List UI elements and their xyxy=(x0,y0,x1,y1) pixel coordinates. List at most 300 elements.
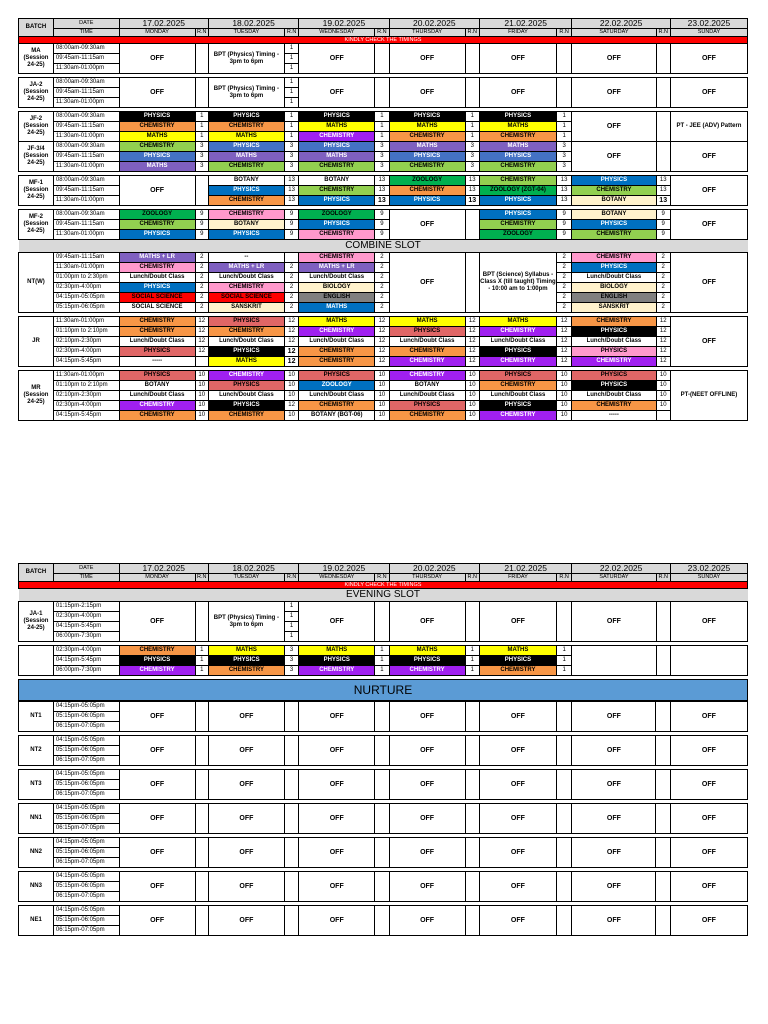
schedule-sheet-evening xyxy=(18,563,748,936)
batch-label: NN1 xyxy=(19,804,54,834)
off-cell: OFF xyxy=(299,78,375,108)
off-cell: OFF xyxy=(119,78,195,108)
off-cell: OFF xyxy=(572,112,656,142)
subject-cell: BOTANY xyxy=(389,381,465,391)
time-cell: 04:15pm-5:45pm xyxy=(53,622,119,632)
time-cell: 11:30am-01:00pm xyxy=(53,132,119,142)
subject-cell: CHEMISTRY xyxy=(389,186,465,196)
off-cell: OFF xyxy=(299,702,375,732)
room-number xyxy=(556,872,571,902)
time-cell: 05:15pm-06:05pm xyxy=(53,848,119,858)
subject-cell: PHYSICS xyxy=(299,196,375,206)
subject-cell: PHYSICS xyxy=(299,220,375,230)
room-number: 2 xyxy=(284,283,298,293)
table-row xyxy=(19,702,748,712)
room-number: 1 xyxy=(465,656,479,666)
day-cell: FRIDAY xyxy=(479,574,556,582)
batch-label: MF-1 (Session 24-25) xyxy=(19,176,54,206)
off-cell: OFF xyxy=(572,78,656,108)
room-number: 12 xyxy=(284,337,298,347)
subject-cell: CHEMISTRY xyxy=(299,186,375,196)
subject-cell: CHEMISTRY xyxy=(572,230,656,240)
room-number: 2 xyxy=(284,303,298,313)
room-number: 12 xyxy=(656,347,670,357)
room-number: 1 xyxy=(284,88,298,98)
batch-label: NT(W) xyxy=(19,253,54,313)
time-cell: 05:15pm-06:05pm xyxy=(53,712,119,722)
off-cell: OFF xyxy=(208,804,284,834)
room-number xyxy=(375,702,389,732)
room-number xyxy=(284,736,298,766)
batch-label: JF-3/4 (Session 24-25) xyxy=(19,142,54,172)
subject-cell: PHYSICS xyxy=(299,371,375,381)
room-number: 10 xyxy=(195,411,208,421)
time-cell: 04:15pm-05:05pm xyxy=(53,702,119,712)
day-cell: TUESDAY xyxy=(208,574,284,582)
time-cell: 01:10pm to 2:10pm xyxy=(53,327,119,337)
room-number: 12 xyxy=(284,317,298,327)
batch-label: NN2 xyxy=(19,838,54,868)
room-number: 3 xyxy=(465,152,479,162)
subject-cell: PHYSICS xyxy=(572,327,656,337)
subject-cell: SANSKRIT xyxy=(572,303,656,313)
subject-cell: CHEMISTRY xyxy=(479,162,556,172)
subject-cell: CHEMISTRY xyxy=(119,122,195,132)
room-number xyxy=(375,770,389,800)
table-row xyxy=(19,906,748,916)
room-number: 13 xyxy=(284,176,298,186)
room-number: 3 xyxy=(284,152,298,162)
subject-cell: MATHS xyxy=(299,317,375,327)
room-number: 1 xyxy=(465,666,479,676)
pt-cell: PT-(NEET OFFLINE) xyxy=(670,371,747,421)
batch-label: JA-1 (Session 24-25) xyxy=(19,602,54,642)
day-cell: SUNDAY xyxy=(670,574,747,582)
off-cell: OFF xyxy=(208,906,284,936)
room-number xyxy=(465,872,479,902)
subject-cell: CHEMISTRY xyxy=(299,347,375,357)
day-cell: THURSDAY xyxy=(389,29,465,37)
off-cell: OFF xyxy=(479,736,556,766)
time-cell: 11:30am-01:00pm xyxy=(53,64,119,74)
time-cell: 09:45am-11:15am xyxy=(53,88,119,98)
subject-cell: MATHS xyxy=(389,122,465,132)
room-number: 12 xyxy=(375,337,389,347)
subject-cell: PHYSICS xyxy=(389,152,465,162)
room-number: 9 xyxy=(656,220,670,230)
subject-cell: MATHS xyxy=(119,132,195,142)
off-cell: OFF xyxy=(572,838,656,868)
subject-cell: PHYSICS xyxy=(479,347,556,357)
table-row xyxy=(19,317,748,327)
subject-cell: BIOLOGY xyxy=(572,283,656,293)
subject-cell: PHYSICS xyxy=(389,327,465,337)
off-cell: OFF xyxy=(389,770,465,800)
room-number: 2 xyxy=(556,273,571,283)
room-number: 1 xyxy=(375,666,389,676)
time-cell: 09:45am-11:15am xyxy=(53,122,119,132)
room-number: 13 xyxy=(465,196,479,206)
time-cell: 06:15pm-07:05pm xyxy=(53,790,119,800)
subject-cell: Lunch/Doubt Class xyxy=(479,337,556,347)
room-number: 9 xyxy=(556,230,571,240)
off-cell: OFF xyxy=(479,770,556,800)
room-number xyxy=(375,906,389,936)
schedule-sheet-day xyxy=(18,18,748,421)
time-cell: 04:15pm-5:45pm xyxy=(53,411,119,421)
room-number: 10 xyxy=(556,381,571,391)
room-number: 3 xyxy=(465,142,479,152)
subject-cell: PHYSICS xyxy=(389,196,465,206)
room-number: 10 xyxy=(465,401,479,411)
subject-cell: MATHS xyxy=(299,122,375,132)
time-cell: 04:15pm-5:45pm xyxy=(53,357,119,367)
subject-cell: PHYSICS xyxy=(479,210,556,220)
room-number: 13 xyxy=(656,176,670,186)
batch-label: JF-2 (Session 24-25) xyxy=(19,112,54,142)
off-cell: OFF xyxy=(119,602,195,642)
subject-cell: PHYSICS xyxy=(299,656,375,666)
time-cell: 06:15pm-07:05pm xyxy=(53,824,119,834)
off-cell: OFF xyxy=(208,872,284,902)
subject-cell: MATHS xyxy=(479,122,556,132)
room-number: 10 xyxy=(375,401,389,411)
off-cell: OFF xyxy=(572,702,656,732)
room-number: 1 xyxy=(556,656,571,666)
off-cell: OFF xyxy=(670,602,747,642)
room-number: 1 xyxy=(556,112,571,122)
subject-cell: CHEMISTRY xyxy=(119,401,195,411)
off-cell: OFF xyxy=(119,44,195,74)
room-number: 2 xyxy=(656,283,670,293)
room-number: 3 xyxy=(375,142,389,152)
off-cell: OFF xyxy=(670,872,747,902)
off-cell: OFF xyxy=(389,906,465,936)
room-number: 1 xyxy=(375,122,389,132)
time-cell: 09:45am-11:15am xyxy=(53,54,119,64)
date-cell: 20.02.2025 xyxy=(389,564,479,574)
room-number: 2 xyxy=(284,293,298,303)
table-row xyxy=(19,210,748,220)
off-cell: OFF xyxy=(299,736,375,766)
table-row xyxy=(19,736,748,746)
room-number: 1 xyxy=(284,622,298,632)
time-cell: 01:00pm to 2:30pm xyxy=(53,273,119,283)
time-cell: 11:30am-01:00pm xyxy=(53,98,119,108)
off-cell: OFF xyxy=(479,906,556,936)
subject-cell: CHEMISTRY xyxy=(119,327,195,337)
room-number: 3 xyxy=(556,152,571,162)
subject-cell: CHEMISTRY xyxy=(479,220,556,230)
subject-cell: MATHS xyxy=(389,317,465,327)
date-label: DATE xyxy=(53,564,119,574)
off-cell: OFF xyxy=(389,702,465,732)
room-number: 13 xyxy=(284,196,298,206)
off-cell: OFF xyxy=(572,906,656,936)
room-number: 10 xyxy=(656,391,670,401)
off-cell: OFF xyxy=(572,770,656,800)
table-row xyxy=(19,838,748,848)
room-number: 3 xyxy=(556,162,571,172)
subject-cell: CHEMISTRY xyxy=(208,666,284,676)
subject-cell: PHYSICS xyxy=(208,186,284,196)
subject-cell: PHYSICS xyxy=(479,656,556,666)
room-number: 12 xyxy=(656,317,670,327)
subject-cell: BOTANY xyxy=(208,220,284,230)
room-number: 9 xyxy=(375,220,389,230)
day-cell: MONDAY xyxy=(119,574,195,582)
room-number: 10 xyxy=(375,381,389,391)
room-number: 2 xyxy=(375,293,389,303)
room-number: 1 xyxy=(375,646,389,656)
subject-cell: CHEMISTRY xyxy=(208,210,284,220)
off-cell: OFF xyxy=(389,44,465,74)
room-number xyxy=(465,770,479,800)
date-cell: 20.02.2025 xyxy=(389,19,479,29)
room-number xyxy=(556,770,571,800)
off-cell: OFF xyxy=(670,736,747,766)
room-number: 2 xyxy=(656,263,670,273)
room-number: 12 xyxy=(284,327,298,337)
time-cell: 06:00pm-7:30pm xyxy=(53,666,119,676)
subject-cell: PHYSICS xyxy=(208,317,284,327)
off-cell: OFF xyxy=(670,906,747,936)
subject-cell: CHEMISTRY xyxy=(119,263,195,273)
room-number: 9 xyxy=(556,210,571,220)
room-number: 1 xyxy=(284,632,298,642)
date-cell: 18.02.2025 xyxy=(208,564,298,574)
off-cell: OFF xyxy=(299,770,375,800)
subject-cell: CHEMISTRY xyxy=(208,162,284,172)
room-number: 1 xyxy=(195,646,208,656)
room-number: 12 xyxy=(195,337,208,347)
subject-cell: CHEMISTRY xyxy=(119,666,195,676)
time-cell: 09:45am-11:15am xyxy=(53,186,119,196)
subject-cell: CHEMISTRY xyxy=(208,411,284,421)
subject-cell: CHEMISTRY xyxy=(479,132,556,142)
date-cell: 22.02.2025 xyxy=(572,19,671,29)
table-row xyxy=(19,112,748,122)
time-cell: 04:15pm-5:45pm xyxy=(53,656,119,666)
room-number: 12 xyxy=(656,337,670,347)
room-number: 13 xyxy=(375,196,389,206)
batch-label: JR xyxy=(19,317,54,367)
date-cell: 19.02.2025 xyxy=(299,564,389,574)
room-number: 10 xyxy=(465,391,479,401)
batch-header: BATCH xyxy=(19,564,54,582)
room-number: 13 xyxy=(556,186,571,196)
rn-label: R.N xyxy=(465,574,479,582)
subject-cell: PHYSICS xyxy=(208,656,284,666)
room-number xyxy=(284,804,298,834)
room-number: 10 xyxy=(656,381,670,391)
off-cell: OFF xyxy=(119,838,195,868)
subject-cell: CHEMISTRY xyxy=(299,666,375,676)
subject-cell: PHYSICS xyxy=(389,401,465,411)
subject-cell: PHYSICS xyxy=(479,371,556,381)
off-cell: OFF xyxy=(479,44,556,74)
subject-cell: PHYSICS xyxy=(572,176,656,186)
off-cell: OFF xyxy=(479,78,556,108)
room-number: 2 xyxy=(195,283,208,293)
off-cell: OFF xyxy=(670,317,747,367)
time-cell: 08:00am-09:30am xyxy=(53,142,119,152)
room-number: 13 xyxy=(465,176,479,186)
time-cell: 04:15pm-05:05pm xyxy=(53,872,119,882)
time-cell: 06:15pm-07:05pm xyxy=(53,756,119,766)
off-cell: OFF xyxy=(670,142,747,172)
table-row xyxy=(19,770,748,780)
room-number: 10 xyxy=(375,371,389,381)
room-number xyxy=(195,770,208,800)
room-number: 12 xyxy=(556,357,571,367)
off-cell: OFF xyxy=(119,702,195,732)
subject-cell: PHYSICS xyxy=(479,196,556,206)
subject-cell: PHYSICS xyxy=(479,152,556,162)
day-cell: WEDNESDAY xyxy=(299,29,375,37)
room-number: 12 xyxy=(195,327,208,337)
nurture-table xyxy=(18,701,748,936)
subject-cell: Lunch/Doubt Class xyxy=(119,273,195,283)
subject-cell: SOCIAL SCIENCE xyxy=(119,303,195,313)
subject-cell: PHYSICS xyxy=(208,112,284,122)
room-number: 10 xyxy=(465,411,479,421)
room-number: 3 xyxy=(284,162,298,172)
day-cell: TUESDAY xyxy=(208,29,284,37)
time-cell: 08:00am-09:30am xyxy=(53,210,119,220)
date-cell: 19.02.2025 xyxy=(299,19,389,29)
room-number: 9 xyxy=(375,210,389,220)
time-cell: 04:15pm-05:05pm xyxy=(53,293,119,303)
subject-cell: SOCIAL SCIENCE xyxy=(119,293,195,303)
subject-cell: MATHS xyxy=(208,646,284,656)
room-number: 10 xyxy=(284,391,298,401)
time-cell: 11:30am-01:00pm xyxy=(53,317,119,327)
room-number: 12 xyxy=(556,347,571,357)
date-cell: 17.02.2025 xyxy=(119,564,208,574)
room-number: 3 xyxy=(195,152,208,162)
room-number xyxy=(656,770,670,800)
room-number: 12 xyxy=(656,327,670,337)
room-number: 12 xyxy=(656,357,670,367)
room-number: 10 xyxy=(556,411,571,421)
pt-cell: PT - JEE (ADV) Pattern xyxy=(670,112,747,142)
off-cell: OFF xyxy=(572,804,656,834)
room-number xyxy=(284,838,298,868)
subject-cell: PHYSICS xyxy=(208,381,284,391)
subject-cell: ZOOLOGY (ZGT-04) xyxy=(479,186,556,196)
time-cell: 05:15pm-06:05pm xyxy=(53,916,119,926)
room-number: 10 xyxy=(195,381,208,391)
room-number: 12 xyxy=(375,357,389,367)
table-row xyxy=(19,44,748,54)
room-number: 1 xyxy=(195,656,208,666)
time-cell: 05:15pm-06:05pm xyxy=(53,746,119,756)
off-cell: OFF xyxy=(479,702,556,732)
room-number: 2 xyxy=(284,263,298,273)
date-cell: 17.02.2025 xyxy=(119,19,208,29)
room-number xyxy=(195,906,208,936)
subject-cell: CHEMISTRY xyxy=(208,371,284,381)
room-number: 13 xyxy=(284,186,298,196)
subject-cell: MATHS xyxy=(208,357,284,367)
room-number: 13 xyxy=(375,176,389,186)
subject-cell: MATHS + LR xyxy=(208,263,284,273)
subject-cell: CHEMISTRY xyxy=(208,196,284,206)
room-number: 12 xyxy=(556,327,571,337)
off-cell: OFF xyxy=(208,702,284,732)
batch-label: MR (Session 24-25) xyxy=(19,371,54,421)
room-number: 1 xyxy=(465,132,479,142)
subject-cell: CHEMISTRY xyxy=(299,327,375,337)
subject-cell: MATHS xyxy=(479,142,556,152)
subject-cell: Lunch/Doubt Class xyxy=(119,337,195,347)
subject-cell: CHEMISTRY xyxy=(389,411,465,421)
room-number: 1 xyxy=(195,666,208,676)
room-number: 10 xyxy=(465,381,479,391)
subject-cell: PHYSICS xyxy=(479,401,556,411)
subject-cell: Lunch/Doubt Class xyxy=(208,337,284,347)
time-cell: 02:30pm-4:00pm xyxy=(53,612,119,622)
table-row xyxy=(19,804,748,814)
subject-cell: CHEMISTRY xyxy=(208,283,284,293)
time-cell: 02:10pm-2:30pm xyxy=(53,391,119,401)
batch-label: NE1 xyxy=(19,906,54,936)
time-cell: 02:30pm-4:00pm xyxy=(53,347,119,357)
time-cell: 06:15pm-07:05pm xyxy=(53,892,119,902)
off-cell: OFF xyxy=(479,838,556,868)
batch-label: JA-2 (Session 24-25) xyxy=(19,78,54,108)
rn-label: R.N xyxy=(375,29,389,37)
room-number: 12 xyxy=(195,317,208,327)
time-cell: 04:15pm-05:05pm xyxy=(53,838,119,848)
subject-cell: CHEMISTRY xyxy=(389,347,465,357)
subject-cell: PHYSICS xyxy=(208,347,284,357)
room-number xyxy=(284,702,298,732)
rn-label: R.N xyxy=(284,29,298,37)
room-number: 9 xyxy=(195,220,208,230)
subject-cell: BOTANY (BGT-06) xyxy=(299,411,375,421)
subject-cell: PHYSICS xyxy=(119,347,195,357)
time-cell: 02:30pm-4:00pm xyxy=(53,283,119,293)
subject-cell: PHYSICS xyxy=(299,112,375,122)
notice-banner: KINDLY CHECK THE TIMINGS xyxy=(19,37,748,44)
subject-cell: CHEMISTRY xyxy=(208,327,284,337)
off-cell: OFF xyxy=(389,736,465,766)
off-cell: OFF xyxy=(670,702,747,732)
room-number: 1 xyxy=(375,112,389,122)
table-row xyxy=(19,142,748,152)
room-number: 13 xyxy=(375,186,389,196)
room-number: 2 xyxy=(375,253,389,263)
subject-cell: CHEMISTRY xyxy=(299,401,375,411)
rn-label: R.N xyxy=(197,29,207,35)
subject-cell: CHEMISTRY xyxy=(479,411,556,421)
off-cell: OFF xyxy=(670,44,747,74)
off-cell: OFF xyxy=(299,872,375,902)
room-number: 10 xyxy=(375,391,389,401)
room-number: 1 xyxy=(284,78,298,88)
date-cell: 22.02.2025 xyxy=(572,564,671,574)
off-cell: OFF xyxy=(670,78,747,108)
room-number: 3 xyxy=(284,666,298,676)
room-number: 12 xyxy=(556,317,571,327)
subject-cell: Lunch/Doubt Class xyxy=(299,391,375,401)
room-number: 3 xyxy=(375,152,389,162)
subject-cell: MATHS xyxy=(389,142,465,152)
room-number: 2 xyxy=(195,253,208,263)
date-label: DATE xyxy=(53,19,119,29)
